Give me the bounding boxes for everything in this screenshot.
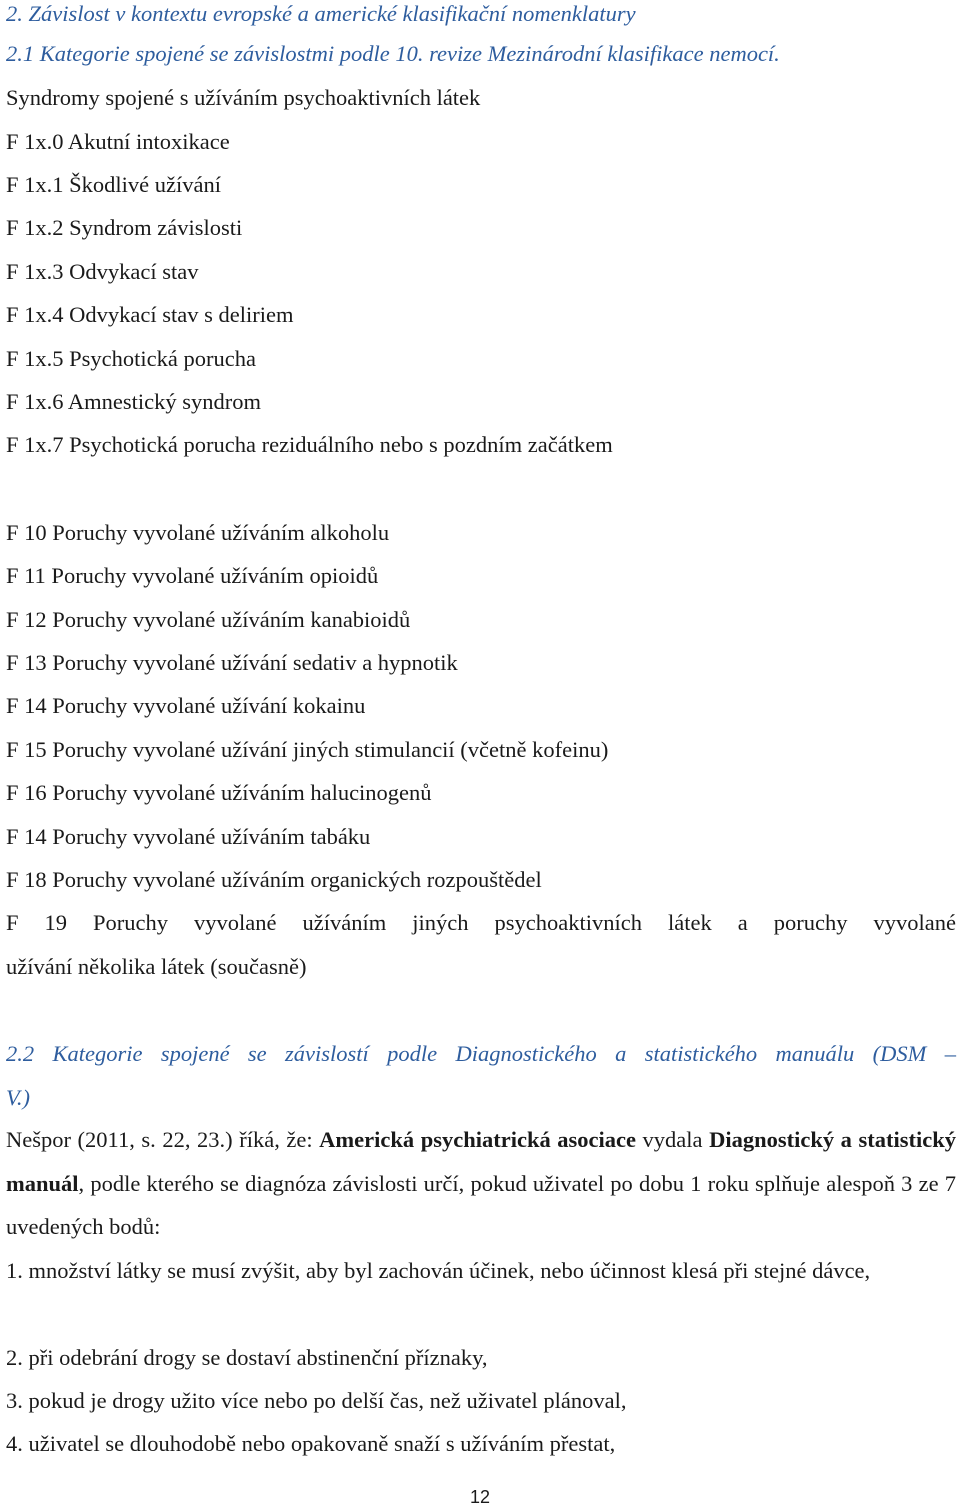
heading-2-1: 2.1 Kategorie spojené se závislostmi podle 10. revize Mezinárodní klasifikace nemocí. (6, 41, 780, 66)
heading-2-2-line2: V.) (6, 1085, 30, 1110)
intro-bold-2: Diagnostický a statistický manuál (6, 1127, 956, 1196)
criterion-item: 2. při odebrání drogy se dostaví abstinenční příznaky, (6, 1345, 488, 1370)
disorder-item: F 11 Poruchy vyvolané užíváním opioidů (6, 563, 379, 588)
intro-text-2: vydala (635, 1127, 710, 1152)
syndrome-item: F 1x.5 Psychotická porucha (6, 346, 256, 371)
criterion-item: 3. pokud je drogy užito více nebo po delší čas, než uživatel plánoval, (6, 1388, 627, 1413)
disorder-item: F 16 Poruchy vyvolané užíváním halucinogenů (6, 780, 432, 805)
syndrome-item: F 1x.2 Syndrom závislosti (6, 215, 243, 240)
intro-paragraph (6, 1118, 956, 1249)
syndrome-item: F 1x.0 Akutní intoxikace (6, 129, 230, 154)
syndrome-item: F 1x.4 Odvykací stav s deliriem (6, 302, 294, 327)
syndrome-item: F 1x.3 Odvykací stav (6, 259, 199, 284)
disorder-item: F 12 Poruchy vyvolané užíváním kanabioidů (6, 607, 411, 632)
page-number: 12 (469, 1487, 491, 1507)
disorder-item: F 14 Poruchy vyvolané užíváním tabáku (6, 824, 371, 849)
heading-2: 2. Závislost v kontextu evropské a americké klasifikační nomenklatury (6, 1, 636, 26)
disorder-item: F 13 Poruchy vyvolané užívání sedativ a hypnotik (6, 650, 458, 675)
disorder-item-f19-line1: F 19 Poruchy vyvolané užíváním jiných psychoaktivních látek a poruchy vyvolané (6, 910, 956, 935)
disorder-item: F 10 Poruchy vyvolané užíváním alkoholu (6, 520, 390, 545)
syndrome-item: F 1x.1 Škodlivé užívání (6, 172, 221, 197)
intro-text-1: Nešpor (2011, s. 22, 23.) říká, že: (6, 1127, 320, 1152)
intro-text-3: , podle kterého se diagnóza závislosti určí, pokud uživatel po dobu 1 roku splňuje alespoň 3 ze 7 uvedených bodů: (6, 1170, 956, 1239)
heading-2-2-line1: 2.2 Kategorie spojené se závislostí podle Diagnostického a statistického manuálu (DSM – (6, 1041, 956, 1066)
disorder-item-f19-line2: užívání několika látek (současně) (6, 954, 307, 979)
criterion-item: 4. uživatel se dlouhodobě nebo opakovaně snaží s užíváním přestat, (6, 1431, 616, 1456)
criterion-item: 1. množství látky se musí zvýšit, aby byl zachován účinek, nebo účinnost klesá při stejné dávce, (6, 1258, 871, 1283)
intro-bold-1: Americká psychiatrická asociace (319, 1127, 636, 1152)
disorder-item: F 14 Poruchy vyvolané užívání kokainu (6, 693, 366, 718)
disorder-item: F 15 Poruchy vyvolané užívání jiných stimulancií (včetně kofeinu) (6, 737, 609, 762)
syndrome-item: F 1x.6 Amnestický syndrom (6, 389, 262, 414)
disorder-item: F 18 Poruchy vyvolané užíváním organických rozpouštědel (6, 867, 542, 892)
syndrome-item: F 1x.7 Psychotická porucha reziduálního nebo s pozdním začátkem (6, 432, 613, 457)
syndromes-title: Syndromy spojené s užíváním psychoaktivních látek (6, 85, 481, 110)
